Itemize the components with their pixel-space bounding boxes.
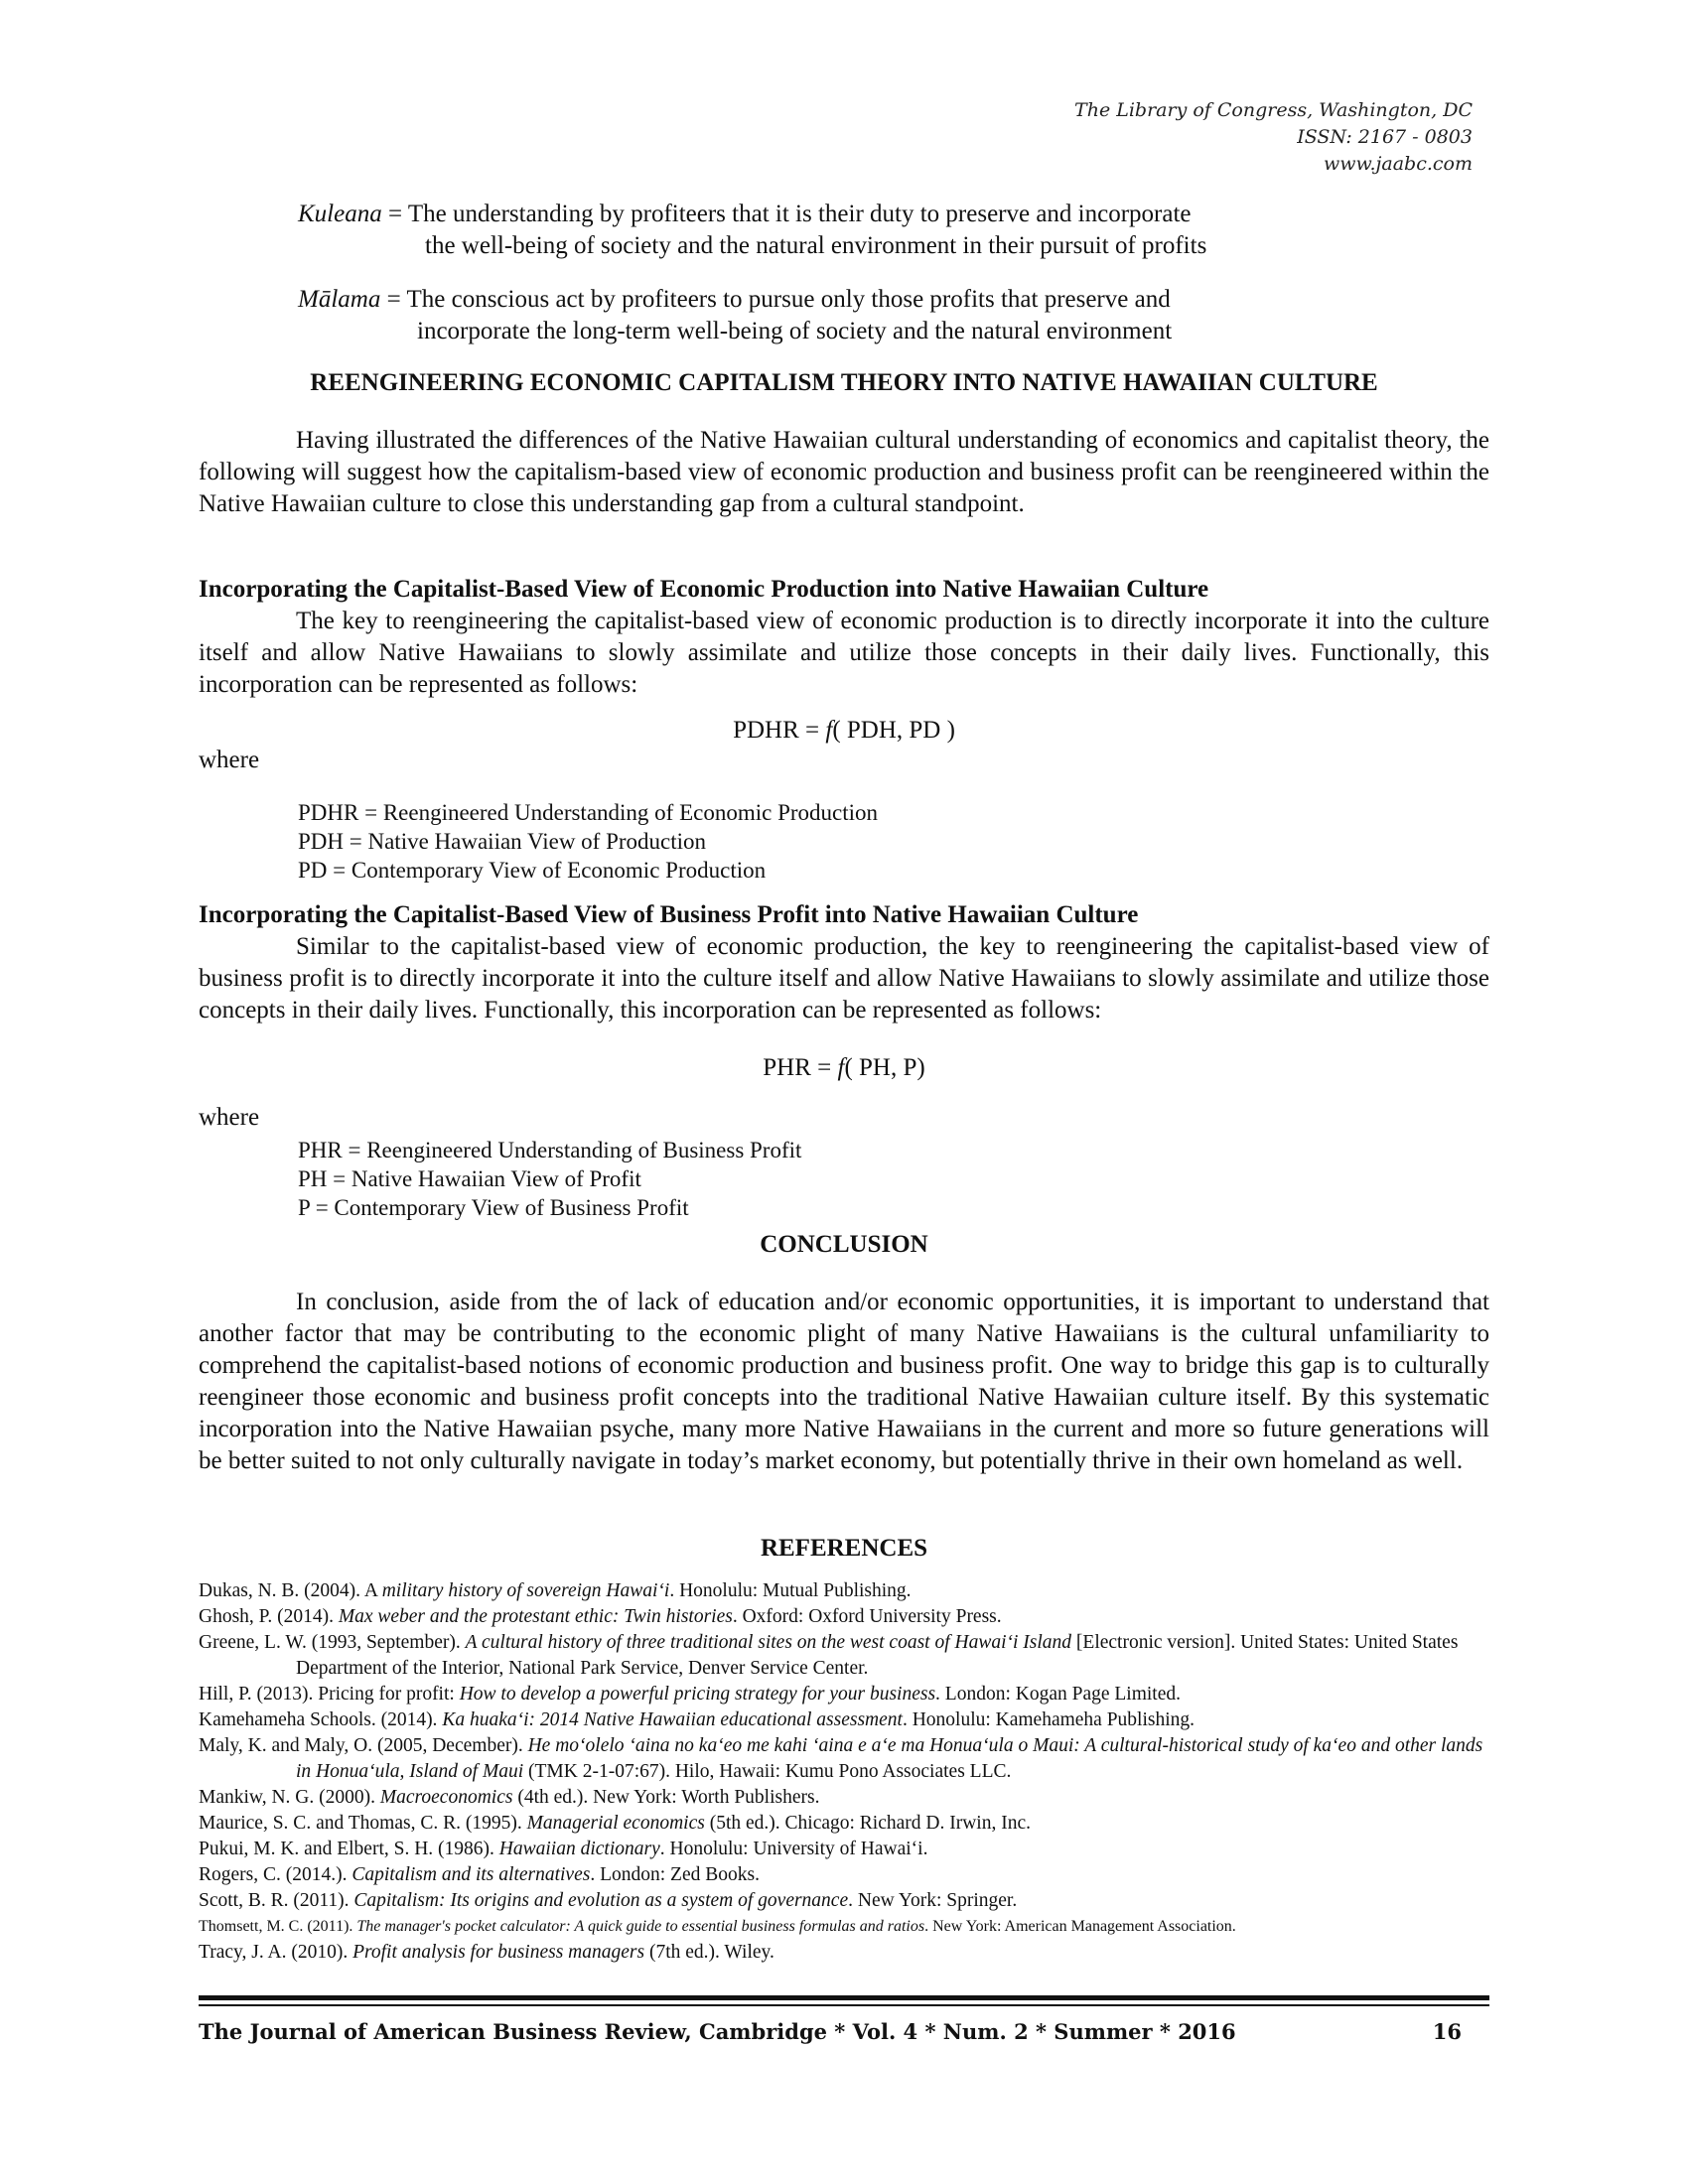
reference-item	[199, 1707, 1489, 1733]
intro-paragraph	[199, 425, 1489, 520]
reference-item	[199, 1837, 1489, 1862]
reference-authors: Ghosh, P. (2014).	[199, 1606, 339, 1627]
variable-definitions-production	[298, 798, 878, 885]
header-website: www.jaabc.com	[1323, 153, 1473, 175]
reference-details: (7th ed.). Wiley.	[644, 1942, 774, 1963]
formula-pdhr	[0, 717, 1688, 745]
where-label: where	[199, 1104, 260, 1131]
reference-title: A cultural history of three traditional sites on the west coast of Hawai‘i Island	[465, 1632, 1072, 1653]
business-profit-paragraph	[199, 931, 1489, 1026]
subheading-economic-production: Incorporating the Capitalist-Based View of Economic Production into Native Hawaiian Culture	[199, 576, 1209, 603]
reference-details: . Honolulu: Kamehameha Publishing.	[902, 1709, 1196, 1730]
footer-journal: The Journal of American Business Review, Cambridge * Vol. 4 * Num. 2 * Summer * 2016	[199, 2019, 1236, 2044]
variable-definition: PHR = Reengineered Understanding of Business Profit	[298, 1138, 802, 1162]
formula-function: f	[825, 717, 833, 744]
reference-title: Max weber and the protestant ethic: Twin histories	[338, 1606, 733, 1627]
formula-args: ( PDH, PD )	[832, 717, 955, 744]
variable-definition: PD = Contemporary View of Economic Production	[298, 858, 767, 883]
variable-definition: PH = Native Hawaiian View of Profit	[298, 1166, 641, 1191]
formula-lhs: PHR =	[763, 1054, 838, 1081]
reference-details: . New York: American Management Association.	[924, 1918, 1236, 1935]
reference-details: . Oxford: Oxford University Press.	[732, 1606, 1002, 1627]
reference-title: Hawaiian dictionary	[498, 1839, 660, 1859]
where-label: where	[199, 747, 260, 773]
subheading-business-profit: Incorporating the Capitalist-Based View of Business Profit into Native Hawaiian Culture	[199, 901, 1139, 928]
reference-details: [Electronic version]. United States: United States Department of the Interior, National Park Service, Denver Service Center.	[296, 1632, 1459, 1679]
variable-definition: P = Contemporary View of Business Profit	[298, 1195, 689, 1220]
reference-details: . New York: Springer.	[848, 1890, 1018, 1911]
definition-kuleana	[298, 199, 1206, 262]
definition-malama	[298, 284, 1172, 347]
section-heading-reengineering: REENGINEERING ECONOMIC CAPITALISM THEORY INTO NATIVE HAWAIIAN CULTURE	[310, 369, 1378, 396]
definition-term: Kuleana	[298, 201, 382, 227]
conclusion-paragraph	[199, 1287, 1489, 1477]
reference-details: . London: Kogan Page Limited.	[935, 1684, 1182, 1705]
reference-title: The manager's pocket calculator: A quick guide to essential business formulas and ratios	[356, 1918, 925, 1935]
footer-rule-thin	[199, 2004, 1489, 2006]
reference-authors: Maly, K. and Maly, O. (2005, December).	[199, 1735, 528, 1756]
reference-details: . Honolulu: Mutual Publishing.	[669, 1580, 912, 1601]
economic-production-paragraph	[199, 606, 1489, 701]
reference-authors: Greene, L. W. (1993, September).	[199, 1632, 466, 1653]
reference-title: Managerial economics	[526, 1813, 705, 1834]
definition-continuation: the well-being of society and the natural environment in their pursuit of profits	[425, 232, 1207, 259]
reference-details: . Honolulu: University of Hawai‘i.	[659, 1839, 928, 1859]
reference-item	[199, 1785, 1489, 1811]
reference-authors: Tracy, J. A. (2010).	[199, 1942, 353, 1963]
economic-production-text: The key to reengineering the capitalist-based view of economic production is to directly incorporate it into the culture itself and allow Native Hawaiians to slowly assimilate and utilize those concepts in their daily lives. Functionally, this incorporation can be represented as follows:	[199, 608, 1489, 698]
reference-item	[199, 1940, 1489, 1966]
reference-item	[199, 1578, 1489, 1604]
reference-authors: Mankiw, N. G. (2000).	[199, 1787, 380, 1808]
reference-details: . London: Zed Books.	[590, 1864, 760, 1885]
journal-header	[1074, 97, 1473, 178]
reference-title: military history of sovereign Hawai‘i	[381, 1580, 670, 1601]
reference-item	[199, 1630, 1489, 1682]
reference-authors: Maurice, S. C. and Thomas, C. R. (1995).	[199, 1813, 527, 1834]
reference-title: Profit analysis for business managers	[352, 1942, 645, 1963]
reference-title: How to develop a powerful pricing strategy for your business	[459, 1684, 936, 1705]
variable-definition: PDH = Native Hawaiian View of Production	[298, 829, 707, 854]
reference-item	[199, 1888, 1489, 1914]
reference-authors: Hill, P. (2013). Pricing for profit:	[199, 1684, 460, 1705]
reference-item	[199, 1682, 1489, 1707]
reference-authors: Kamehameha Schools. (2014).	[199, 1709, 443, 1730]
definition-continuation: incorporate the long-term well-being of society and the natural environment	[417, 318, 1173, 344]
reference-item	[199, 1862, 1489, 1888]
reference-details: (5th ed.). Chicago: Richard D. Irwin, Inc.	[704, 1813, 1032, 1834]
footer-rule-thick	[199, 1995, 1489, 2000]
page-number: 16	[1432, 2019, 1462, 2044]
conclusion-text: In conclusion, aside from the of lack of education and/or economic opportunities, it is important to understand that another factor that may be contributing to the economic plight of many Native Hawaiians is the cultural unfamiliarity to comprehend the capitalist-based notions of economic production and business profit. One way to bridge this gap is to culturally reengineer those economic and business profit concepts into the traditional Native Hawaiian culture itself. By this systematic incorporation into the Native Hawaiian psyche, many more Native Hawaiians in the current and more so future generations will be better suited to not only culturally navigate in today’s market economy, but potentially thrive in their own homeland as well.	[199, 1289, 1489, 1474]
definition-term: Mālama	[298, 286, 381, 313]
variable-definitions-profit	[298, 1136, 801, 1222]
reference-title: Ka huaka‘i: 2014 Native Hawaiian educational assessment	[442, 1709, 903, 1730]
reference-item	[199, 1604, 1489, 1630]
reference-title: Macroeconomics	[379, 1787, 513, 1808]
business-profit-text: Similar to the capitalist-based view of economic production, the key to reengineering the capitalist-based view of business profit is to directly incorporate it into the culture itself and allow Native Hawaiians to slowly assimilate and utilize those concepts in their daily lives. Functionally, this incorporation can be represented as follows:	[199, 933, 1489, 1024]
variable-definition: PDHR = Reengineered Understanding of Economic Production	[298, 800, 879, 825]
page-footer	[199, 2019, 1489, 2044]
reference-authors: Thomsett, M. C. (2011).	[199, 1918, 357, 1935]
header-issn: ISSN: 2167 - 0803	[1297, 126, 1473, 148]
reference-authors: Rogers, C. (2014.).	[199, 1864, 352, 1885]
formula-function: f	[837, 1054, 845, 1081]
reference-title: Capitalism: Its origins and evolution as a system of governance	[353, 1890, 849, 1911]
reference-details: (TMK 2-1-07:67). Hilo, Hawaii: Kumu Pono Associates LLC.	[523, 1761, 1012, 1782]
conclusion-heading: CONCLUSION	[760, 1231, 928, 1258]
intro-paragraph-text: Having illustrated the differences of the Native Hawaiian cultural understanding of economics and capitalist theory, the following will suggest how the capitalism-based view of economic production and business profit can be reengineered within the Native Hawaiian culture to close this understanding gap from a cultural standpoint.	[199, 427, 1489, 517]
reference-authors: Dukas, N. B. (2004). A	[199, 1580, 382, 1601]
reference-title: He mo‘olelo ‘aina no ka‘eo me kahi ‘aina e a‘e ma Honua‘ula o Maui: A cultural-historical study of ka‘eo and other lands in Honua‘ula, Island of Maui	[296, 1735, 1483, 1782]
formula-args: ( PH, P)	[844, 1054, 925, 1081]
reference-item	[199, 1811, 1489, 1837]
reference-item	[199, 1914, 1489, 1940]
reference-list	[199, 1578, 1489, 1966]
definition-text: = The conscious act by profiteers to pursue only those profits that preserve and	[380, 286, 1171, 313]
formula-lhs: PDHR =	[733, 717, 826, 744]
formula-phr	[0, 1054, 1688, 1082]
definition-text: = The understanding by profiteers that it is their duty to preserve and incorporate	[381, 201, 1192, 227]
reference-authors: Pukui, M. K. and Elbert, S. H. (1986).	[199, 1839, 499, 1859]
header-line-1: The Library of Congress, Washington, DC	[1074, 99, 1473, 121]
reference-item	[199, 1733, 1489, 1785]
references-heading: REFERENCES	[760, 1535, 928, 1562]
reference-title: Capitalism and its alternatives	[352, 1864, 591, 1885]
reference-details: (4th ed.). New York: Worth Publishers.	[512, 1787, 820, 1808]
reference-authors: Scott, B. R. (2011).	[199, 1890, 354, 1911]
